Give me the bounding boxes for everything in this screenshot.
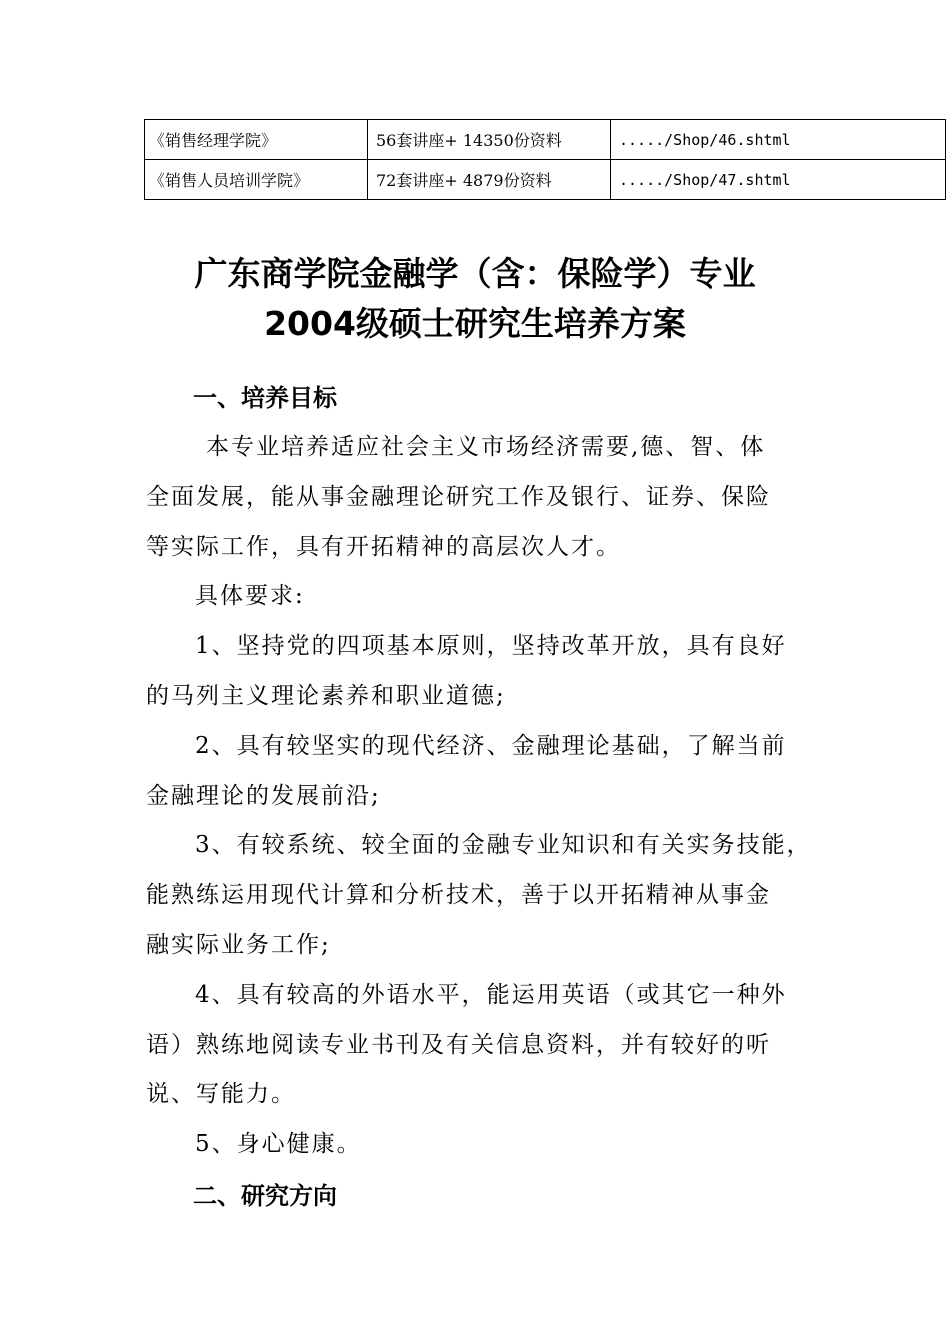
table-cell-link[interactable]: ...../Shop/46.shtml <box>611 120 946 160</box>
list-item-4-cont: 语）熟练地阅读专业书刊及有关信息资料，并有较好的听 <box>146 1032 771 1058</box>
list-item-1-cont: 的马列主义理论素养和职业道德; <box>146 683 506 709</box>
table-cell-name: 《销售人员培训学院》 <box>145 160 368 200</box>
paragraph-line: 具体要求: <box>195 583 305 609</box>
list-item-3: 3、有较系统、较全面的金融专业知识和有关实务技能， <box>195 832 812 858</box>
list-item-2-cont: 金融理论的发展前沿; <box>146 783 381 809</box>
list-item-3-cont: 能熟练运用现代计算和分析技术，善于以开拓精神从事金 <box>146 882 771 908</box>
paragraph-line: 本专业培养适应社会主义市场经济需要,德、智、体 <box>206 434 766 460</box>
document-title-line-2: 2004级硕士研究生培养方案 <box>264 304 686 343</box>
table-cell-content: 72套讲座+ 4879份资料 <box>368 160 611 200</box>
document-title-line-1: 广东商学院金融学（含：保险学）专业 <box>194 254 756 293</box>
list-item-4: 4、具有较高的外语水平，能运用英语（或其它一种外 <box>195 982 787 1008</box>
paragraph-line: 全面发展，能从事金融理论研究工作及银行、证券、保险 <box>146 484 771 510</box>
paragraph-line: 等实际工作，具有开拓精神的高层次人才。 <box>146 534 621 560</box>
list-item-4-cont: 说、写能力。 <box>146 1081 296 1107</box>
table-cell-content: 56套讲座+ 14350份资料 <box>368 120 611 160</box>
table-cell-link[interactable]: ...../Shop/47.shtml <box>611 160 946 200</box>
list-item-1: 1、坚持党的四项基本原则，坚持改革开放，具有良好 <box>195 633 787 659</box>
list-item-2: 2、具有较坚实的现代经济、金融理论基础，了解当前 <box>195 733 787 759</box>
table-cell-name: 《销售经理学院》 <box>145 120 368 160</box>
table-row <box>145 120 946 160</box>
resource-table <box>144 119 946 200</box>
list-item-3-cont: 融实际业务工作; <box>146 932 331 958</box>
table-row <box>145 160 946 200</box>
section-heading-research: 二、研究方向 <box>193 1182 337 1210</box>
section-heading-goals: 一、培养目标 <box>193 384 337 412</box>
list-item-5: 5、身心健康。 <box>195 1131 362 1157</box>
